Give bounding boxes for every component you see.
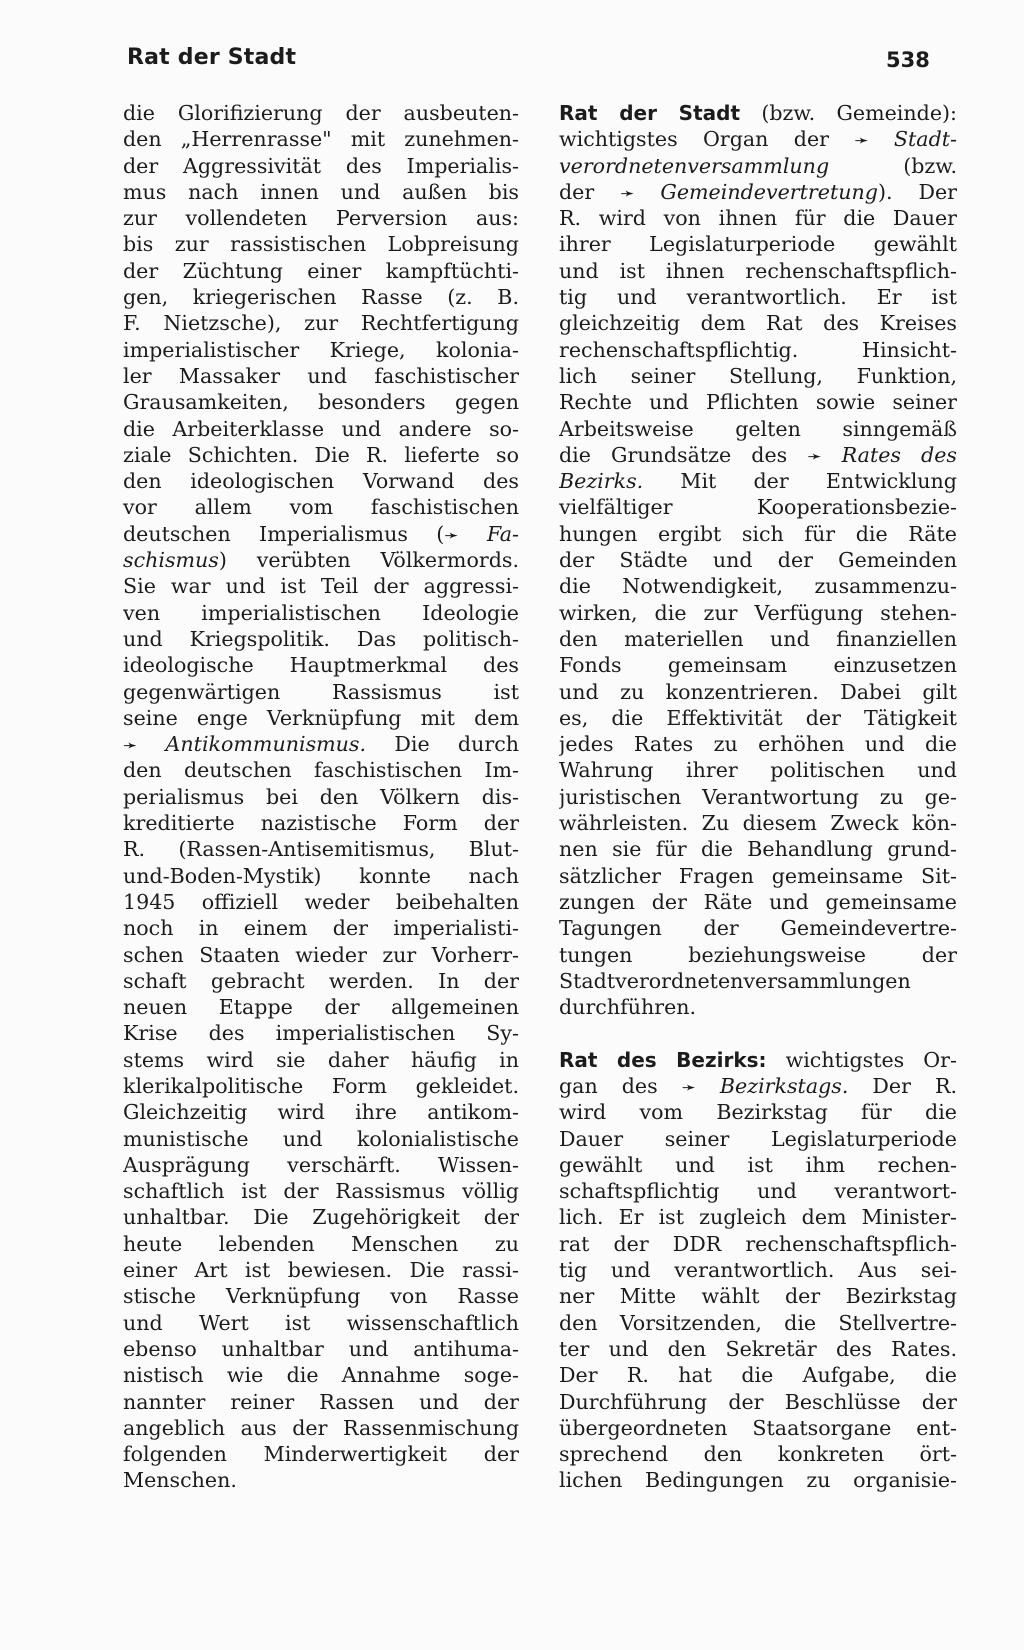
text-line: Rat der Stadt (bzw. Gemeinde):	[559, 101, 957, 125]
text-line: den Vorsitzenden, die Stellvertre-	[559, 1310, 957, 1335]
text-line: gleichzeitig dem Rat des Kreises	[559, 311, 957, 336]
text-line: ihrer Legislaturperiode gewählt	[559, 232, 957, 257]
text-line: Arbeitsweise gelten sinngemäß	[559, 416, 957, 441]
text-line: lich seiner Stellung, Funktion,	[559, 363, 957, 388]
text-line: seine enge Verknüpfung mit dem	[123, 705, 519, 730]
text-line: die Arbeiterklasse und andere so-	[123, 416, 519, 441]
text-line: wichtigstes Organ der ➛ Stadt-	[559, 127, 957, 152]
cross-reference-term: Bezirkstags.	[695, 1073, 849, 1098]
text-line: bis zur rassistischen Lobpreisung	[123, 232, 519, 257]
text-line: Bezirks. Mit der Entwicklung	[559, 469, 957, 494]
cross-reference-arrow-icon: ➛	[854, 131, 869, 152]
text-line: es, die Effektivität der Tätigkeit	[559, 705, 957, 730]
text-line: tungen beziehungsweise der	[559, 942, 957, 967]
text-line: imperialistischer Kriege, kolonia-	[123, 337, 519, 362]
text-line: lichen Bedingungen zu organisie-	[559, 1468, 957, 1493]
text-line: F. Nietzsche), zur Rechtfertigung	[123, 311, 519, 336]
text-line: ter und den Sekretär des Rates.	[559, 1336, 957, 1361]
text-line: unhaltbar. Die Zugehörigkeit der	[123, 1205, 519, 1230]
text-line: Sie war und ist Teil der aggressi-	[123, 574, 519, 599]
text-line: juristischen Verantwortung zu ge-	[559, 784, 957, 809]
text-line: durchführen.	[559, 995, 697, 1020]
text-line: folgenden Minderwertigkeit der	[123, 1442, 519, 1467]
text-line: nannter reiner Rassen und der	[123, 1389, 519, 1414]
text-line: munistische und kolonialistische	[123, 1126, 519, 1151]
text-line: Krise des imperialistischen Sy-	[123, 1021, 519, 1046]
text-line: und ist ihnen rechenschaftspflich-	[559, 258, 957, 283]
cross-reference-arrow-icon: ➛	[620, 183, 635, 204]
text-line: der ➛ Gemeindevertretung). Der	[559, 179, 957, 204]
cross-reference-arrow-icon: ➛	[807, 446, 822, 467]
cross-reference-arrow-icon: ➛	[681, 1077, 696, 1098]
text-line: der Aggressivität des Imperialis-	[123, 153, 519, 178]
text-line: neuen Etappe der allgemeinen	[123, 995, 519, 1020]
text-line: R. (Rassen-Antisemitismus, Blut-	[123, 837, 519, 862]
text-line: sprechend den konkreten ört-	[559, 1442, 957, 1467]
text-line: währleisten. Zu diesem Zweck kön-	[559, 811, 957, 836]
text-line: ziale Schichten. Die R. lieferte so	[123, 442, 519, 467]
text-line: rat der DDR rechenschaftspflich-	[559, 1231, 957, 1256]
text-line: kreditierte nazistische Form der	[123, 811, 519, 836]
text-line: ven imperialistischen Ideologie	[123, 600, 519, 625]
text-line: nen sie für die Behandlung grund-	[559, 837, 957, 862]
text-line: Stadtverordnetenversammlungen	[559, 968, 911, 993]
text-line: stische Verknüpfung von Rasse	[123, 1284, 519, 1309]
text-line: der Städte und der Gemeinden	[559, 548, 957, 573]
text-line: heute lebenden Menschen zu	[123, 1231, 519, 1256]
text-line: und-Boden-Mystik) konnte nach	[123, 863, 519, 888]
cross-reference-term: Antikommunismus.	[137, 732, 367, 757]
cross-reference-term: Fa-	[458, 521, 519, 546]
text-line: angeblich aus der Rassenmischung	[123, 1415, 519, 1440]
text-line: tig und verantwortlich. Er ist	[559, 285, 957, 310]
text-line: Tagungen der Gemeindevertre-	[559, 916, 957, 941]
text-line: die Grundsätze des ➛ Rates des	[559, 442, 957, 467]
text-line: Menschen.	[123, 1468, 237, 1493]
text-line: nistisch wie die Annahme soge-	[123, 1363, 519, 1388]
cross-reference-arrow-icon: ➛	[123, 736, 138, 757]
text-line: deutschen Imperialismus (➛ Fa-	[123, 521, 519, 546]
text-line: und Wert ist wissenschaftlich	[123, 1310, 519, 1335]
text-line: einer Art ist bewiesen. Die rassi-	[123, 1258, 519, 1283]
text-line: schaftspflichtig und verantwort-	[559, 1179, 957, 1204]
text-line: ebenso unhaltbar und antihuma-	[123, 1336, 519, 1361]
cross-reference-term: Gemeindevertretung	[634, 179, 878, 204]
cross-reference-term: schismus	[123, 548, 219, 573]
text-line: Rechte und Pflichten sowie seiner	[559, 390, 957, 415]
text-line: schaftlich ist der Rassismus völlig	[123, 1179, 519, 1204]
text-line: den materiellen und finanziellen	[559, 626, 957, 651]
text-line: den ideologischen Vorwand des	[123, 469, 519, 494]
right-column	[559, 100, 957, 1494]
cross-reference-arrow-icon: ➛	[444, 525, 459, 546]
text-line: die Glorifizierung der ausbeuten-	[123, 101, 519, 125]
text-line: Ausprägung verschärft. Wissen-	[123, 1152, 519, 1177]
cross-reference-term: verordnetenversammlung	[559, 153, 830, 178]
text-line: ner Mitte wählt der Bezirkstag	[559, 1284, 957, 1309]
text-line: Der R. hat die Aufgabe, die	[559, 1363, 957, 1388]
text-line: R. wird von ihnen für die Dauer	[559, 206, 957, 231]
text-line: schen Staaten wieder zur Vorherr-	[123, 942, 519, 967]
entry-headword: Rat der Stadt	[559, 101, 741, 125]
text-line: Grausamkeiten, besonders gegen	[123, 390, 519, 415]
text-line: Wahrung ihrer politischen und	[559, 758, 957, 783]
text-line: die Notwendigkeit, zusammenzu-	[559, 574, 957, 599]
text-line: schaft gebracht werden. In der	[123, 968, 519, 993]
text-line: den „Herrenrasse" mit zunehmen-	[123, 127, 519, 152]
text-line: Dauer seiner Legislaturperiode	[559, 1126, 957, 1151]
text-line: Durchführung der Beschlüsse der	[559, 1389, 957, 1414]
text-line: ➛ Antikommunismus. Die durch	[123, 732, 519, 757]
text-line: schismus) verübten Völkermords.	[123, 548, 519, 573]
text-line: und zu konzentrieren. Dabei gilt	[559, 679, 957, 704]
text-line: der Züchtung einer kampftüchti-	[123, 258, 519, 283]
text-line: wird vom Bezirkstag für die	[559, 1100, 957, 1125]
entry-separator	[559, 1020, 957, 1046]
text-line: vielfältiger Kooperationsbezie-	[559, 495, 957, 520]
text-line: Fonds gemeinsam einzusetzen	[559, 653, 957, 678]
text-line: rechenschaftspflichtig. Hinsicht-	[559, 337, 957, 362]
text-line: ideologische Hauptmerkmal des	[123, 653, 519, 678]
text-line: zur vollendeten Perversion aus:	[123, 206, 519, 231]
text-line: gewählt und ist ihm rechen-	[559, 1152, 957, 1177]
text-line: mus nach innen und außen bis	[123, 179, 519, 204]
page-number: 538	[886, 48, 930, 72]
entry-headword: Rat des Bezirks:	[559, 1047, 767, 1072]
cross-reference-term: Stadt-	[868, 127, 957, 152]
cross-reference-term: Rates des	[821, 442, 957, 467]
text-line: gegenwärtigen Rassismus ist	[123, 679, 519, 704]
text-line: und Kriegspolitik. Das politisch-	[123, 626, 519, 651]
text-line: gen, kriegerischen Rasse (z. B.	[123, 285, 519, 310]
text-line: vor allem vom faschistischen	[123, 495, 519, 520]
text-line: zungen der Räte und gemeinsame	[559, 889, 957, 914]
running-title: Rat der Stadt	[127, 45, 297, 70]
text-line: 1945 offiziell weder beibehalten	[123, 889, 519, 914]
text-line: übergeordneten Staatsorgane ent-	[559, 1415, 957, 1440]
text-line: perialismus bei den Völkern dis-	[123, 784, 519, 809]
text-line: stems wird sie daher häufig in	[123, 1047, 519, 1072]
text-line: verordnetenversammlung (bzw.	[559, 153, 957, 178]
cross-reference-term: Bezirks.	[559, 469, 644, 494]
text-line: lich. Er ist zugleich dem Minister-	[559, 1205, 957, 1230]
text-line: hungen ergibt sich für die Räte	[559, 521, 957, 546]
text-line: tig und verantwortlich. Aus sei-	[559, 1258, 957, 1283]
text-line: gan des ➛ Bezirkstags. Der R.	[559, 1073, 957, 1098]
text-line: ler Massaker und faschistischer	[123, 363, 519, 388]
text-line: klerikalpolitische Form gekleidet.	[123, 1073, 519, 1098]
text-line: wirken, die zur Verfügung stehen-	[559, 600, 957, 625]
text-line: Gleichzeitig wird ihre antikom-	[123, 1100, 519, 1125]
text-line: Rat des Bezirks: wichtigstes Or-	[559, 1047, 957, 1072]
text-line: sätzlicher Fragen gemeinsame Sit-	[559, 863, 957, 888]
text-line: den deutschen faschistischen Im-	[123, 758, 519, 783]
text-line: noch in einem der imperialisti-	[123, 916, 519, 941]
text-line: jedes Rates zu erhöhen und die	[559, 732, 957, 757]
left-column	[123, 100, 519, 1494]
